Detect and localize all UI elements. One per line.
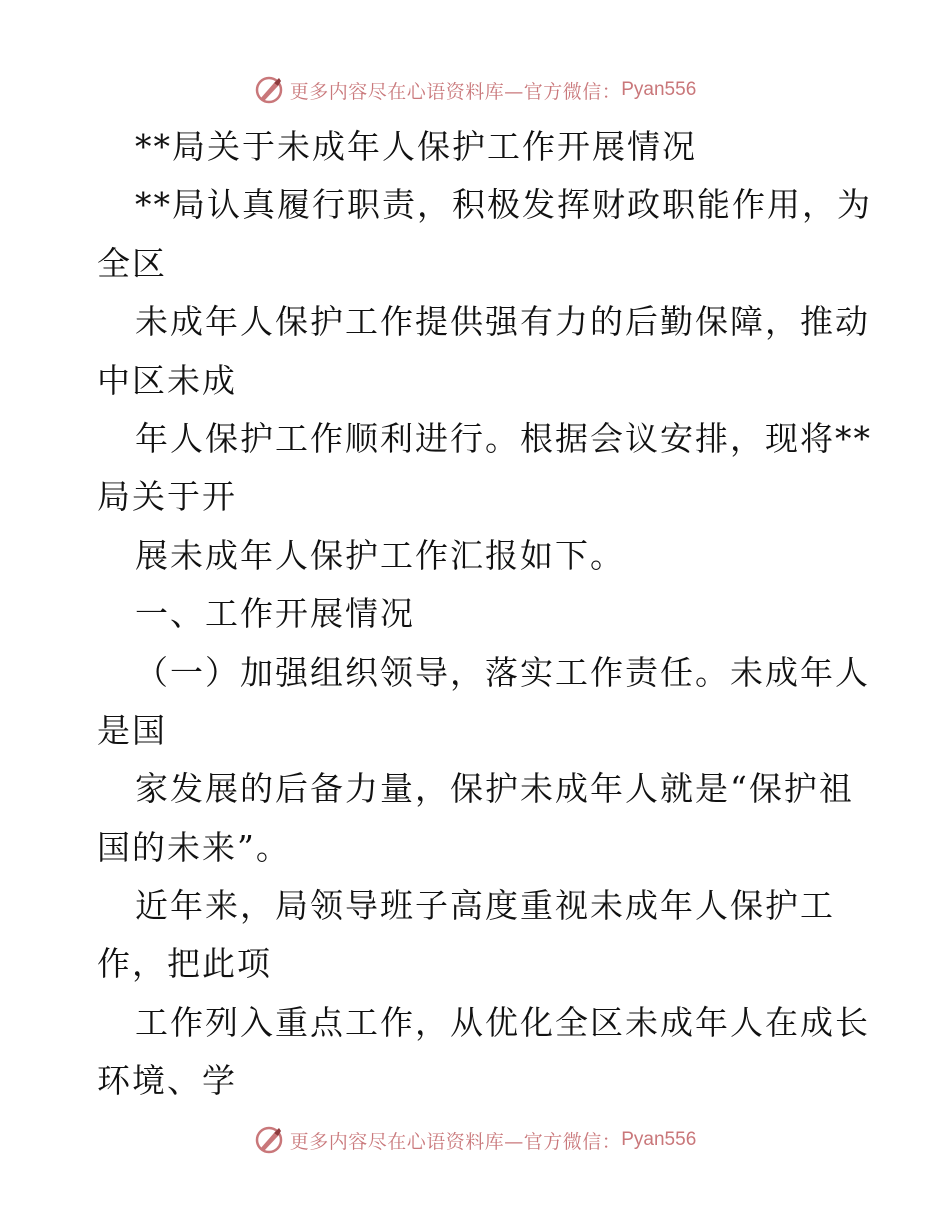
banner-text-wechat: Pyan556 <box>621 1129 697 1150</box>
paragraph-line: 家发展的后备力量，保护未成年人就是“保护祖 <box>135 769 854 809</box>
paragraph-line: 国的未来”。 <box>97 827 291 867</box>
paragraph-line: 工作列入重点工作，从优化全区未成年人在成长 <box>135 1002 870 1042</box>
section-heading: 一、工作开展情况 <box>135 594 415 634</box>
header-watermark-banner <box>0 72 950 108</box>
pen-logo-icon <box>254 1125 284 1155</box>
paragraph-line: 中区未成 <box>97 360 237 400</box>
paragraph-line: 环境、学 <box>97 1061 237 1101</box>
paragraph-line: 全区 <box>97 243 167 283</box>
document-body <box>97 118 872 1111</box>
paragraph-line: 年人保护工作顺利进行。根据会议安排，现将** <box>135 418 872 458</box>
paragraph-line: 局关于开 <box>97 477 237 517</box>
subsection-heading-line: （一）加强组织领导，落实工作责任。未成年人 <box>135 652 870 692</box>
pen-logo-icon <box>254 75 284 105</box>
paragraph-line: 展未成年人保护工作汇报如下。 <box>135 535 625 575</box>
paragraph-line: 作，把此项 <box>97 944 272 984</box>
footer-watermark-banner <box>0 1122 950 1158</box>
banner-text-wechat: Pyan556 <box>621 79 697 100</box>
paragraph-line: 是国 <box>97 710 167 750</box>
doc-title-line: **局关于未成年人保护工作开展情况 <box>135 127 697 166</box>
paragraph-line: 未成年人保护工作提供强有力的后勤保障，推动 <box>135 302 870 342</box>
banner-text-cn: 更多内容尽在心语资料库—官方微信： <box>289 80 622 103</box>
banner-text-cn: 更多内容尽在心语资料库—官方微信： <box>289 1130 622 1153</box>
paragraph-line: **局认真履行职责，积极发挥财政职能作用，为 <box>135 185 872 225</box>
paragraph-line: 近年来，局领导班子高度重视未成年人保护工 <box>135 886 835 926</box>
